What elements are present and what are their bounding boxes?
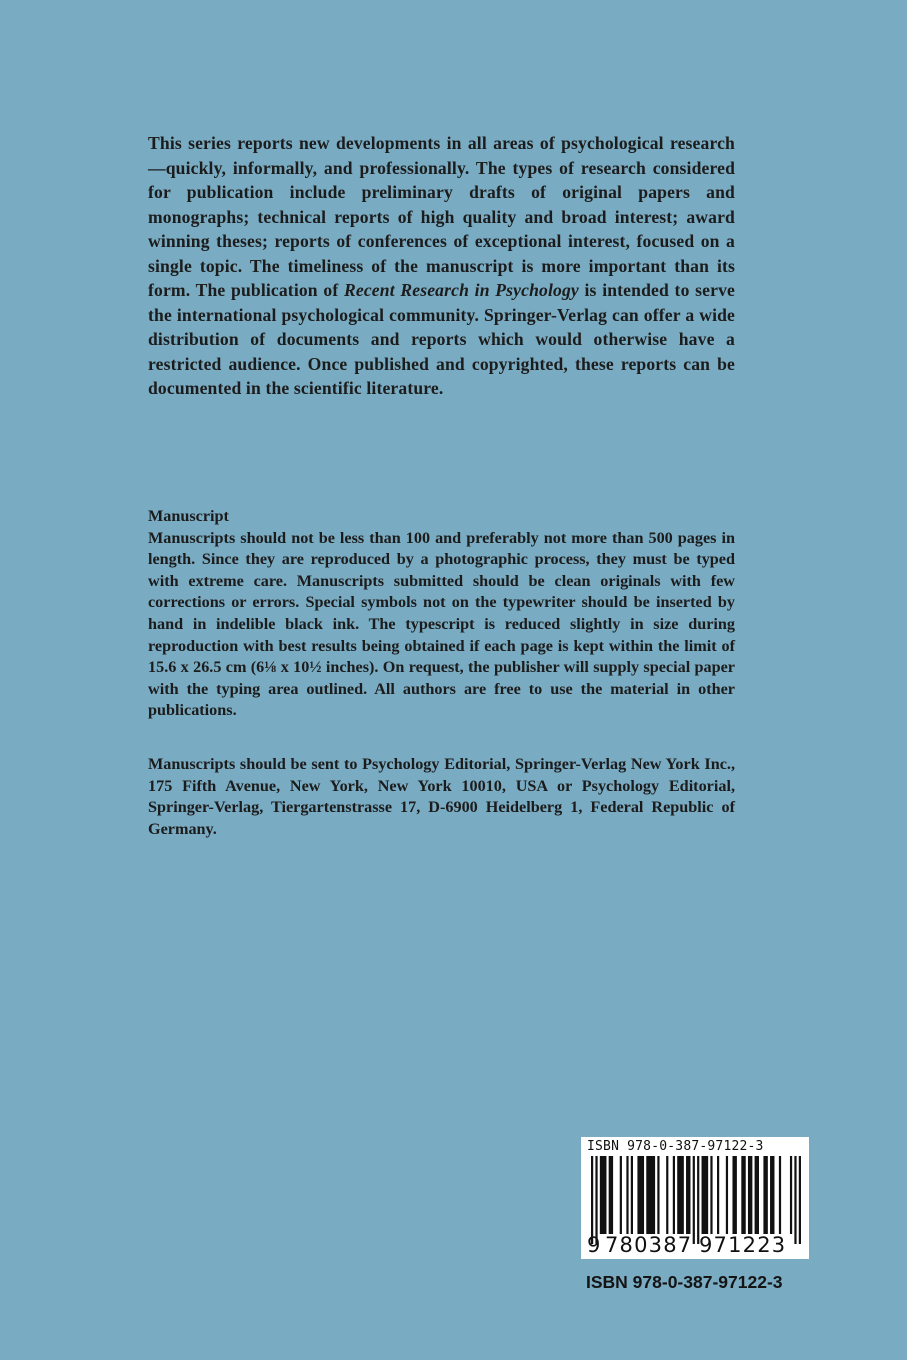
barcode-bar — [666, 1156, 668, 1234]
barcode-bar — [741, 1156, 745, 1234]
series-description-text-1: This series reports new developments in all areas of psychological research—quickly, informally, and professionally. The types of research considered for publication include preliminary drafts of original papers and monographs; technical reports of high quality and broad interest; award winning theses; reports of conferences of exceptional interest, focused on a single topic. The timeliness of the manuscript is more important than its form. The publication of — [148, 133, 735, 300]
barcode-icon — [591, 1156, 801, 1244]
manuscript-section — [148, 506, 735, 722]
barcode-bar — [631, 1156, 633, 1234]
barcode-bar — [626, 1156, 628, 1234]
barcode-bar — [790, 1156, 792, 1234]
submission-address — [148, 754, 735, 840]
series-title: Recent Research in Psychology — [344, 280, 579, 300]
barcode-digit-group-right: 971223 — [699, 1233, 787, 1257]
barcode-bar — [686, 1156, 690, 1234]
series-description — [148, 131, 735, 401]
barcode-bar — [637, 1156, 644, 1234]
barcode-bar — [673, 1156, 675, 1234]
barcode-guard-bar — [799, 1156, 801, 1244]
barcode-bar — [609, 1156, 613, 1234]
barcode-bar — [600, 1156, 607, 1234]
barcode-label — [581, 1137, 809, 1259]
barcode-bar — [657, 1156, 659, 1234]
barcode-bar — [710, 1156, 712, 1234]
barcode-guard-bar — [794, 1156, 796, 1244]
barcode-bar — [763, 1156, 767, 1234]
barcode-guard-bar — [595, 1156, 597, 1244]
barcode-bar — [646, 1156, 655, 1234]
series-description-text-2: is intended to serve the international psychological community. Springer-Verlag can offer a wide distribution of documents and reports which would otherwise have a restricted audience. Once published and copyrighted, these reports can be documented in the scientific literature. — [148, 280, 735, 398]
barcode-bar — [702, 1156, 709, 1234]
barcode-bar — [717, 1156, 719, 1234]
barcode-bar — [620, 1156, 622, 1234]
barcode-bar — [726, 1156, 728, 1234]
barcode-bar — [779, 1156, 781, 1234]
barcode-bar — [770, 1156, 774, 1234]
barcode-bar — [677, 1156, 684, 1234]
barcode-guard-bar — [697, 1156, 699, 1244]
barcode-isbn-text: ISBN 978-0-387-97122-3 — [587, 1139, 764, 1154]
barcode-digit-group-left: 780387 — [605, 1233, 693, 1257]
barcode-bar — [732, 1156, 736, 1234]
submission-address-text: Manuscripts should be sent to Psychology Editorial, Springer-Verlag New York Inc., 175 Fifth Avenue, New York, New York 10010, USA or Psychology Editorial, Springer-Verlag, Tiergartenstrasse 17, D-6900 Heidelberg 1, Federal Republic of Germany. — [148, 755, 735, 838]
barcode-guard-bar — [693, 1156, 695, 1244]
manuscript-heading: Manuscript — [148, 507, 229, 525]
barcode-bar — [748, 1156, 752, 1234]
barcode-digit-lead: 9 — [587, 1233, 601, 1257]
barcode-bar — [755, 1156, 759, 1234]
barcode-guard-bar — [591, 1156, 593, 1244]
isbn-label: ISBN 978-0-387-97122-3 — [586, 1272, 783, 1292]
manuscript-guidelines: Manuscripts should not be less than 100 and preferably not more than 500 pages in length. Since they are reproduced by a photographic process, they must be typed with extreme care. Manuscripts submitted should be clean originals with few corrections or errors. Special symbols not on the typewriter should be inserted by hand in indelible black ink. The typescript is reduced slightly in size during reproduction with best results being obtained if each page is kept within the limit of 15.6 x 26.5 cm (6⅛ x 10½ inches). On request, the publisher will supply special paper with the typing area outlined. All authors are free to use the material in other publications. — [148, 528, 735, 720]
